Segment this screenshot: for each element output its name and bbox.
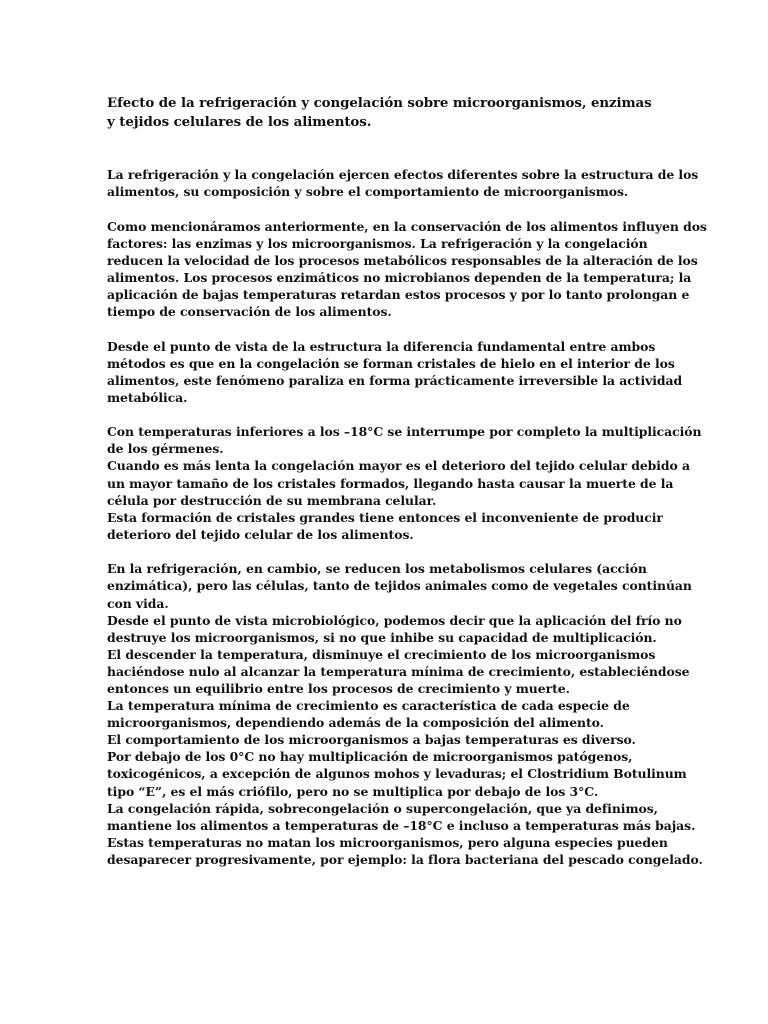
paragraph-line: alimentos. Los procesos enzimáticos no microbianos dependen de la temperatura; la [107, 269, 692, 285]
title-line: Efecto de la refrigeración y congelación sobre microorganismos, enzimas [107, 95, 652, 111]
paragraph [107, 560, 703, 868]
paragraph [107, 218, 707, 321]
paragraph-line: destruye los microorganismos, si no que inhibe su capacidad de multiplicación. [107, 629, 657, 645]
paragraph [107, 423, 702, 543]
paragraph-line: tipo “E”, es el más criófilo, pero no se multiplica por debajo de los 3°C. [107, 783, 599, 799]
paragraph-line: alimentos, este fenómeno paraliza en forma prácticamente irreversible la actividad [107, 372, 683, 388]
paragraph-line: Por debajo de los 0°C no hay multiplicación de microorganismos patógenos, [107, 749, 633, 765]
paragraph-line: La refrigeración y la congelación ejercen efectos diferentes sobre la estructura de los [107, 167, 699, 182]
paragraph-line: entonces un equilibrio entre los procesos de crecimiento y muerte. [107, 681, 570, 696]
paragraph-line: con vida. [107, 595, 169, 611]
paragraph-line: La temperatura mínima de crecimiento es característica de cada especie de [107, 698, 630, 714]
paragraph-line: aplicación de bajas temperaturas retardan estos procesos y por lo tanto prolongan e [107, 286, 690, 302]
paragraph-line: La congelación rápida, sobrecongelación o supercongelación, que ya definimos, [107, 800, 658, 816]
paragraph-line: Con temperaturas inferiores a los –18°C se interrumpe por completo la multiplicación [107, 424, 702, 440]
paragraph-line: metabólica. [107, 389, 188, 405]
paragraph-line: microorganismos, dependiendo además de la composición del alimento. [107, 715, 604, 731]
paragraph-line: alimentos, su composición y sobre el comportamiento de microorganismos. [107, 184, 629, 200]
paragraph-line: El comportamiento de los microorganismos a bajas temperaturas es diverso. [107, 732, 636, 748]
paragraph-line: mantiene los alimentos a temperaturas de –18°C e incluso a temperaturas más bajas. [107, 817, 696, 833]
paragraph-line: factores: las enzimas y los microorganismos. La refrigeración y la congelación [107, 235, 648, 251]
paragraph [107, 166, 699, 200]
paragraph-line: célula por destrucción de su membrana celular. [107, 492, 437, 508]
title-line: y tejidos celulares de los alimentos. [107, 114, 372, 130]
document-title [107, 94, 667, 132]
paragraph-line: Desde el punto de vista microbiológico, podemos decir que la aplicación del frío no [107, 612, 682, 628]
paragraph-line: deterioro del tejido celular de los alimentos. [107, 526, 414, 542]
paragraph-line: desaparecer progresivamente, por ejemplo: la flora bacteriana del pescado congelado. [107, 851, 703, 867]
paragraph-line: toxicogénicos, a excepción de algunos mohos y levaduras; el Clostridium Botulinum [107, 766, 687, 782]
paragraph-line: Como mencionáramos anteriormente, en la conservación de los alimentos influyen dos [107, 218, 707, 234]
paragraph-line: Esta formación de cristales grandes tiene entonces el inconveniente de producir [107, 509, 663, 525]
paragraph-line: enzimática), pero las células, tanto de tejidos animales como de vegetales continúan [107, 578, 692, 594]
paragraph-line: Desde el punto de vista de la estructura la diferencia fundamental entre ambos [107, 338, 656, 354]
paragraph-line: Estas temperaturas no matan los microorganismos, pero alguna especies pueden [107, 834, 668, 850]
paragraph-line: un mayor tamaño de los cristales formados, llegando hasta causar la muerte de la [107, 475, 674, 491]
paragraph-line: El descender la temperatura, disminuye el crecimiento de los microorganismos [107, 646, 656, 662]
paragraph-line: Cuando es más lenta la congelación mayor es el deterioro del tejido celular debido a [107, 458, 691, 474]
document-body [107, 166, 707, 868]
paragraph [107, 338, 683, 406]
paragraph-line: tiempo de conservación de los alimentos. [107, 304, 392, 320]
paragraph-line: En la refrigeración, en cambio, se reducen los metabolismos celulares (acción [107, 561, 647, 577]
paragraph-line: haciéndose nulo al alcanzar la temperatura mínima de crecimiento, estableciéndose [107, 663, 690, 679]
paragraph-line: métodos es que en la congelación se forman cristales de hielo en el interior de los [107, 355, 675, 371]
paragraph-line: de los gérmenes. [107, 441, 224, 457]
paragraph-line: reducen la velocidad de los procesos metabólicos responsables de la alteración de los [107, 252, 698, 268]
